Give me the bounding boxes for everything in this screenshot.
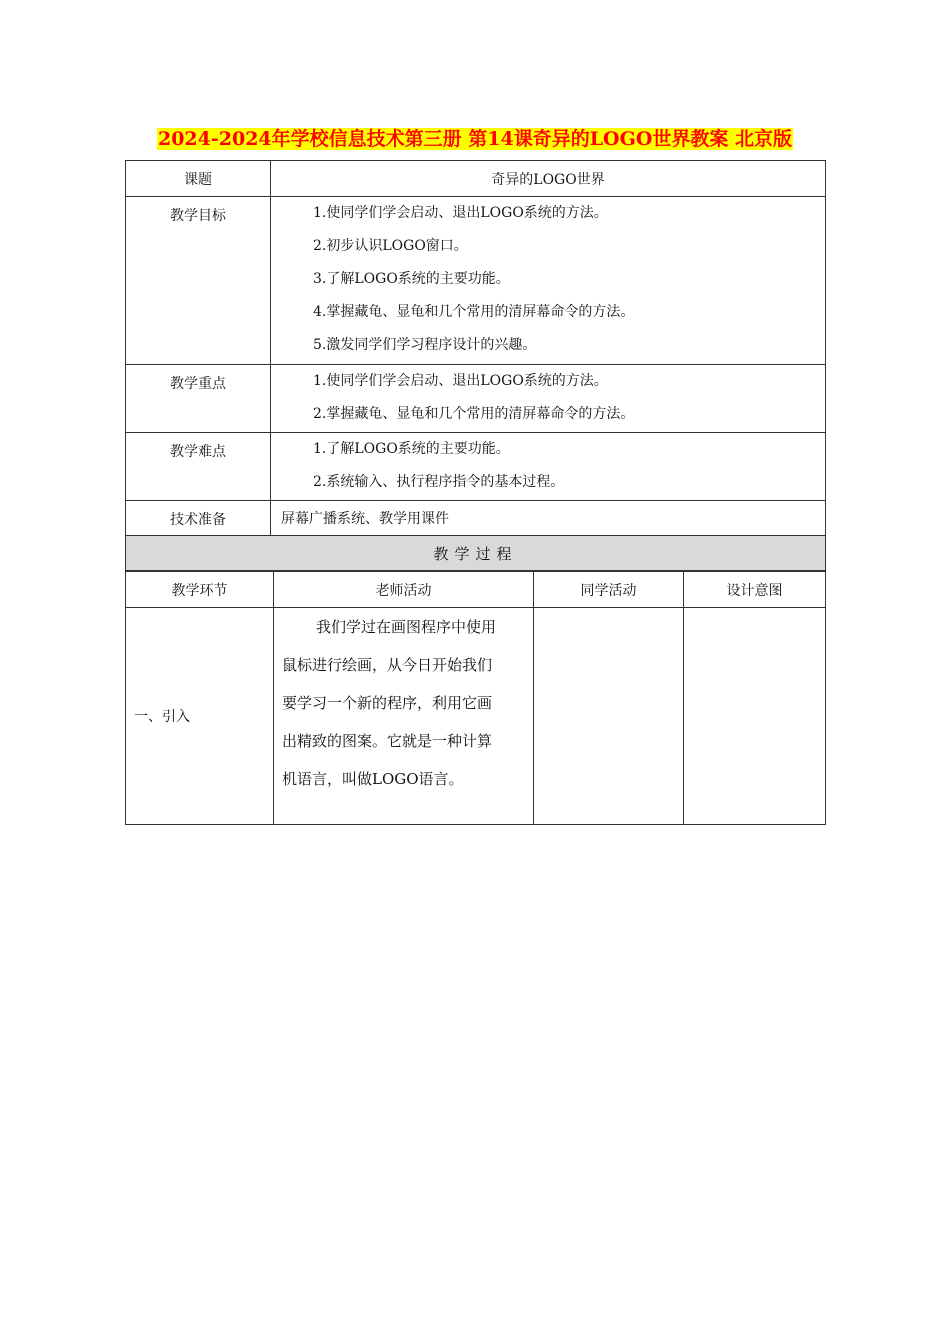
process-header: 教学过程 xyxy=(126,536,826,571)
teacher-line: 机语言，叫做LOGO语言。 xyxy=(282,770,464,788)
document-title-text: 2024-2024年学校信息技术第三册 第14课奇异的LOGO世界教案 北京版 xyxy=(157,128,792,150)
table-row xyxy=(126,608,826,825)
student-activity-cell xyxy=(534,608,684,825)
lesson-info-table xyxy=(125,160,826,571)
topic-value: 奇异的LOGO世界 xyxy=(271,161,826,197)
stage-cell: 一、引入 xyxy=(126,608,274,825)
teacher-line: 我们学过在画图程序中使用 xyxy=(316,618,497,636)
teacher-line: 鼠标进行绘画，从今日开始我们 xyxy=(282,656,493,674)
col-header-intent: 设计意图 xyxy=(684,572,826,608)
teacher-line: 出精致的图案。它就是一种计算 xyxy=(282,732,493,750)
goal-item: 4.掌握藏龟、显龟和几个常用的清屏幕命令的方法。 xyxy=(313,304,635,320)
goals-label: 教学目标 xyxy=(126,197,271,365)
goals-cell xyxy=(271,197,826,365)
document-title xyxy=(0,124,950,151)
process-header-row xyxy=(126,536,826,571)
goal-item: 3.了解LOGO系统的主要功能。 xyxy=(313,271,510,287)
key-point-item: 1.使同学们学会启动、退出LOGO系统的方法。 xyxy=(313,373,608,389)
process-header-cells xyxy=(126,572,826,608)
prep-value: 屏幕广播系统、教学用课件 xyxy=(271,501,826,536)
key-points-cell xyxy=(271,365,826,433)
col-header-teacher: 老师活动 xyxy=(274,572,534,608)
difficulties-row xyxy=(126,433,826,501)
prep-label: 技术准备 xyxy=(126,501,271,536)
topic-row xyxy=(126,161,826,197)
key-point-item: 2.掌握藏龟、显龟和几个常用的清屏幕命令的方法。 xyxy=(313,406,635,422)
key-points-row xyxy=(126,365,826,433)
goal-item: 5.激发同学们学习程序设计的兴趣。 xyxy=(313,337,537,353)
process-table xyxy=(125,571,826,825)
difficulty-item: 2.系统输入、执行程序指令的基本过程。 xyxy=(313,474,565,490)
topic-label: 课题 xyxy=(126,161,271,197)
goal-item: 2.初步认识LOGO窗口。 xyxy=(313,238,468,254)
col-header-student: 同学活动 xyxy=(534,572,684,608)
teacher-activity-cell xyxy=(274,608,534,825)
goal-item: 1.使同学们学会启动、退出LOGO系统的方法。 xyxy=(313,205,608,221)
goals-row xyxy=(126,197,826,365)
difficulties-label: 教学难点 xyxy=(126,433,271,501)
teacher-line: 要学习一个新的程序，利用它画 xyxy=(282,694,493,712)
difficulty-item: 1.了解LOGO系统的主要功能。 xyxy=(313,441,510,457)
design-intent-cell xyxy=(684,608,826,825)
prep-row xyxy=(126,501,826,536)
key-points-label: 教学重点 xyxy=(126,365,271,433)
col-header-stage: 教学环节 xyxy=(126,572,274,608)
difficulties-cell xyxy=(271,433,826,501)
